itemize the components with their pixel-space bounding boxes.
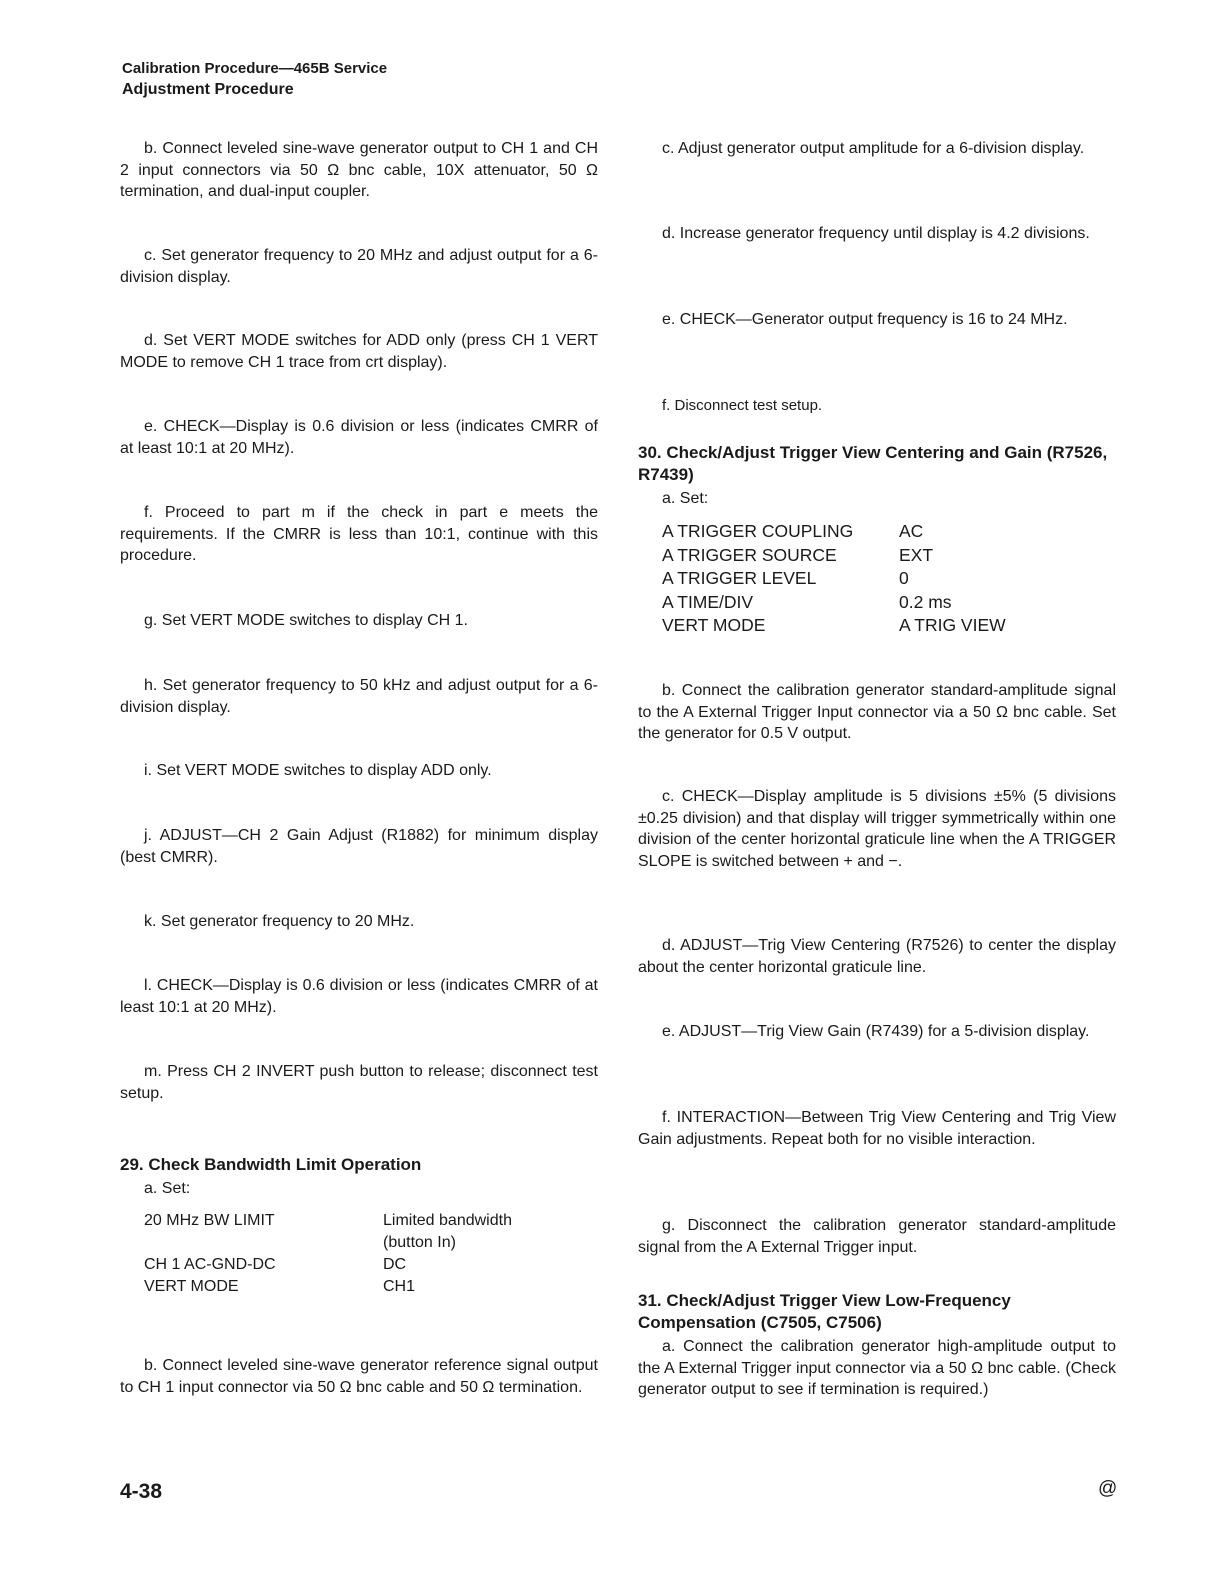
- settings-row: [144, 1254, 512, 1276]
- step-29f: f. Disconnect test setup.: [662, 397, 823, 414]
- settings-row: [662, 520, 1006, 544]
- step-28h: h. Set generator frequency to 50 kHz and adjust output for a 6-division display.: [120, 677, 598, 716]
- setting-control: A TIME/DIV: [662, 591, 754, 612]
- step-28l: l. CHECK—Display is 0.6 division or less (indicates CMRR of at least 10:1 at 20 MHz).: [120, 977, 598, 1016]
- section-29-heading: 29. Check Bandwidth Limit Operation: [120, 1155, 422, 1174]
- setting-value: AC: [899, 521, 924, 541]
- setting-value: 0: [899, 568, 909, 588]
- section-31-heading: 31. Check/Adjust Trigger View Low-Frequency Compensation (C7505, C7506): [638, 1291, 1011, 1332]
- section-30-heading: 30. Check/Adjust Trigger View Centering and Gain (R7526, R7439): [638, 443, 1108, 484]
- setting-control: A TRIGGER COUPLING: [662, 521, 854, 541]
- footer-symbol: @: [1098, 1478, 1118, 1499]
- setting-control: A TRIGGER SOURCE: [662, 544, 837, 565]
- header-title: Calibration Procedure—465B Service: [122, 60, 388, 77]
- step-28g: g. Set VERT MODE switches to display CH 1.: [144, 612, 468, 629]
- setting-value: 0.2 ms: [899, 591, 952, 612]
- settings-row: [662, 614, 1006, 638]
- step-28j: j. ADJUST—CH 2 Gain Adjust (R1882) for minimum display (best CMRR).: [120, 827, 598, 866]
- settings-row: [662, 544, 1006, 568]
- settings-table-30: [662, 520, 1006, 638]
- settings-table-29: [144, 1210, 512, 1298]
- running-header: [122, 58, 387, 100]
- setting-control: CH 1 AC-GND-DC: [144, 1256, 276, 1273]
- setting-value: CH1: [383, 1278, 416, 1295]
- setting-control: VERT MODE: [144, 1278, 239, 1295]
- step-29c: c. Adjust generator output amplitude for a 6-division display.: [662, 140, 1085, 157]
- step-28b: b. Connect leveled sine-wave generator output to CH 1 and CH 2 input connectors via 50 Ω bnc cable, 10X attenuator, 50 Ω termination, and dual-input coupler.: [120, 140, 598, 200]
- step-29d: d. Increase generator frequency until display is 4.2 divisions.: [662, 225, 1090, 242]
- step-30d: d. ADJUST—Trig View Centering (R7526) to center the display about the center horizontal graticule line.: [638, 937, 1116, 976]
- step-30f: f. INTERACTION—Between Trig View Centering and Trig View Gain adjustments. Repeat both for no visible interaction.: [638, 1109, 1116, 1148]
- step-28e: e. CHECK—Display is 0.6 division or less (indicates CMRR of at least 10:1 at 20 MHz).: [120, 418, 598, 457]
- section-29-step-a: a. Set:: [144, 1180, 191, 1197]
- step-28i: i. Set VERT MODE switches to display ADD only.: [144, 762, 492, 779]
- step-28f: f. Proceed to part m if the check in part e meets the requirements. If the CMRR is less than 10:1, continue with this procedure.: [120, 504, 598, 564]
- setting-value-line: (button In): [383, 1234, 456, 1251]
- setting-control: A TRIGGER LEVEL: [662, 568, 817, 588]
- section-30-step-a: a. Set:: [662, 490, 709, 507]
- setting-value: DC: [383, 1256, 407, 1273]
- settings-row: [662, 567, 1006, 591]
- section-30: [638, 442, 1116, 638]
- setting-value: [383, 1210, 512, 1254]
- step-29b: b. Connect leveled sine-wave generator reference signal output to CH 1 input connector via 50 Ω bnc cable and 50 Ω termination.: [120, 1357, 598, 1396]
- setting-value: EXT: [899, 544, 934, 565]
- settings-row: [144, 1276, 512, 1298]
- settings-row: [144, 1210, 512, 1254]
- step-30g: g. Disconnect the calibration generator standard-amplitude signal from the A External Trigger input.: [638, 1217, 1116, 1256]
- step-28m: m. Press CH 2 INVERT push button to release; disconnect test setup.: [120, 1063, 598, 1102]
- step-31a: a. Connect the calibration generator high-amplitude output to the A External Trigger input connector via a 50 Ω bnc cable. (Check generator output to see if termination is required.): [638, 1338, 1116, 1398]
- step-29e: e. CHECK—Generator output frequency is 16 to 24 MHz.: [662, 311, 1068, 328]
- setting-control: VERT MODE: [662, 615, 766, 635]
- setting-control: 20 MHz BW LIMIT: [144, 1212, 275, 1229]
- setting-value-line: Limited bandwidth: [383, 1212, 512, 1229]
- step-28c: c. Set generator frequency to 20 MHz and adjust output for a 6-division display.: [120, 247, 598, 286]
- step-30b: b. Connect the calibration generator standard-amplitude signal to the A External Trigger Input connector via a 50 Ω bnc cable. Set the generator for 0.5 V output.: [638, 682, 1116, 742]
- section-31: [638, 1290, 1116, 1401]
- step-28k: k. Set generator frequency to 20 MHz.: [144, 913, 415, 930]
- header-subtitle: Adjustment Procedure: [122, 81, 294, 98]
- section-29: [120, 1154, 598, 1298]
- page-number: 4-38: [120, 1480, 163, 1503]
- step-30c: c. CHECK—Display amplitude is 5 divisions ±5% (5 divisions ±0.25 division) and that display will trigger symmetrically within one division of the center horizontal graticule line when the A TRIGGER SLOPE is switched between + and −.: [638, 788, 1116, 870]
- setting-value: A TRIG VIEW: [899, 615, 1006, 635]
- step-30e: e. ADJUST—Trig View Gain (R7439) for a 5-division display.: [662, 1023, 1090, 1040]
- settings-row: [662, 591, 1006, 615]
- step-28d: d. Set VERT MODE switches for ADD only (press CH 1 VERT MODE to remove CH 1 trace from crt display).: [120, 332, 598, 371]
